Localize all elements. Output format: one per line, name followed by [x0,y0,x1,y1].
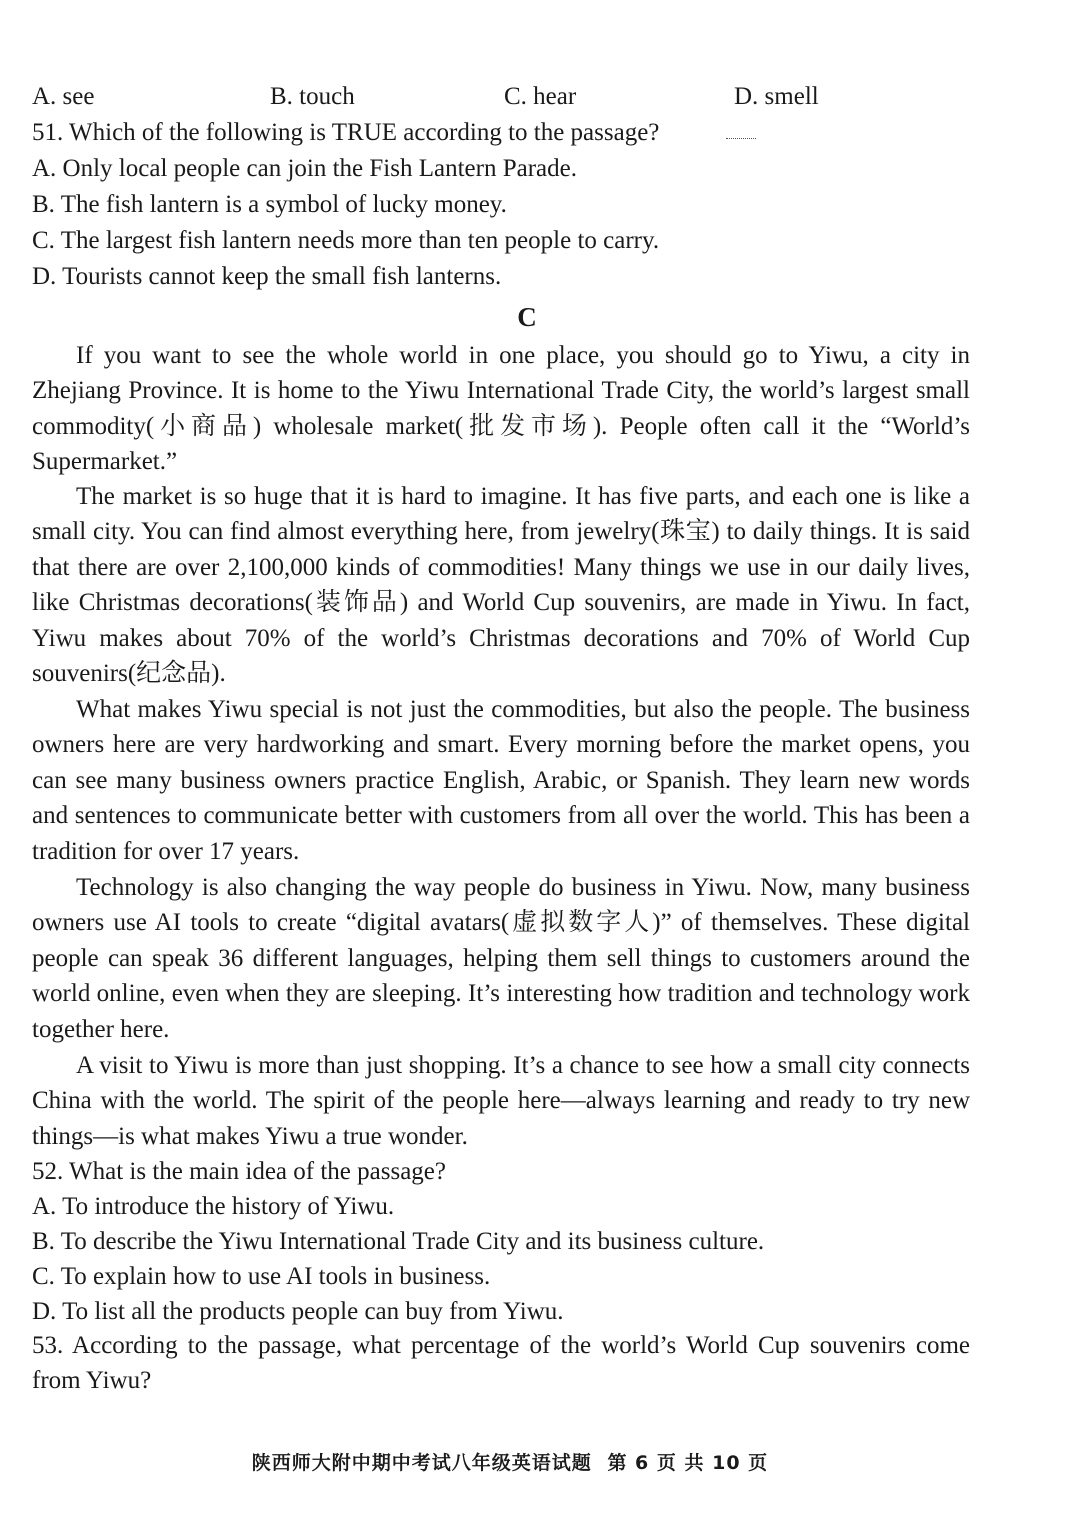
q50-option-b: B. touch [270,83,355,110]
q52-question: 52. What is the main idea of the passage? [32,1158,446,1185]
page-number: 第 6 页 共 10 页 [607,1452,769,1474]
passage-paragraph-4: Technology is also changing the way people do business in Yiwu. Now, many business owners use AI tools to create “digital avatars(虚拟数字人)” of themselves. These digital people can speak 36 different languages, helping them sell things to customers around the world online, even when they are sleeping. It’s interesting how tradition and technology work together here. [32,874,970,1043]
q51-option-d: D. Tourists cannot keep the small fish lanterns. [32,263,502,290]
passage-paragraph-3: What makes Yiwu special is not just the commodities, but also the people. The business owners here are very hardworking and smart. Every morning before the market opens, you can see many business owners practice English, Arabic, or Spanish. They learn new words and sentences to communicate better with customers from all over the world. This has been a tradition for over 17 years. [32,696,970,865]
passage-paragraph-5: A visit to Yiwu is more than just shopping. It’s a chance to see how a small city connects China with the world. The spirit of the people here—always learning and ready to try new things—is what makes Yiwu a true wonder. [32,1052,970,1150]
exam-title: 陕西师大附中期中考试八年级英语试题 [251,1452,592,1474]
q50-option-a: A. see [32,83,95,110]
q51-option-a: A. Only local people can join the Fish Lantern Parade. [32,155,577,182]
q52-option-d: D. To list all the products people can buy from Yiwu. [32,1298,564,1325]
q53-question: 53. According to the passage, what percentage of the world’s World Cup souvenirs come from Yiwu? [32,1332,970,1395]
q52-option-a: A. To introduce the history of Yiwu. [32,1193,395,1220]
answer-blank-mark [726,136,756,139]
q50-option-d: D. smell [734,83,819,110]
passage-paragraph-1: If you want to see the whole world in one place, you should go to Yiwu, a city in Zhejiang Province. It is home to the Yiwu International Trade City, the world’s largest small commodity(小商品) wholesale market(批发市场). People often call it the “World’s Supermarket.” [32,342,970,476]
q52-option-b: B. To describe the Yiwu International Trade City and its business culture. [32,1228,765,1255]
passage-paragraph-2: The market is so huge that it is hard to imagine. It has five parts, and each one is like a small city. You can find almost everything here, from jewelry(珠宝) to daily things. It is said that there are over 2,100,000 kinds of commodities! Many things we use in our daily lives, like Christmas decorations(装饰品) and World Cup souvenirs, are made in Yiwu. In fact, Yiwu makes about 70% of the world’s Christmas decorations and 70% of World Cup souvenirs(纪念品). [32,483,970,688]
q51-option-b: B. The fish lantern is a symbol of lucky money. [32,191,507,218]
section-heading: C [517,302,537,332]
q51-question: 51. Which of the following is TRUE according to the passage? [32,119,660,146]
q52-option-c: C. To explain how to use AI tools in business. [32,1263,491,1290]
page-footer [0,1448,1020,1475]
q50-option-c: C. hear [504,83,577,110]
q51-option-c: C. The largest fish lantern needs more than ten people to carry. [32,227,660,254]
